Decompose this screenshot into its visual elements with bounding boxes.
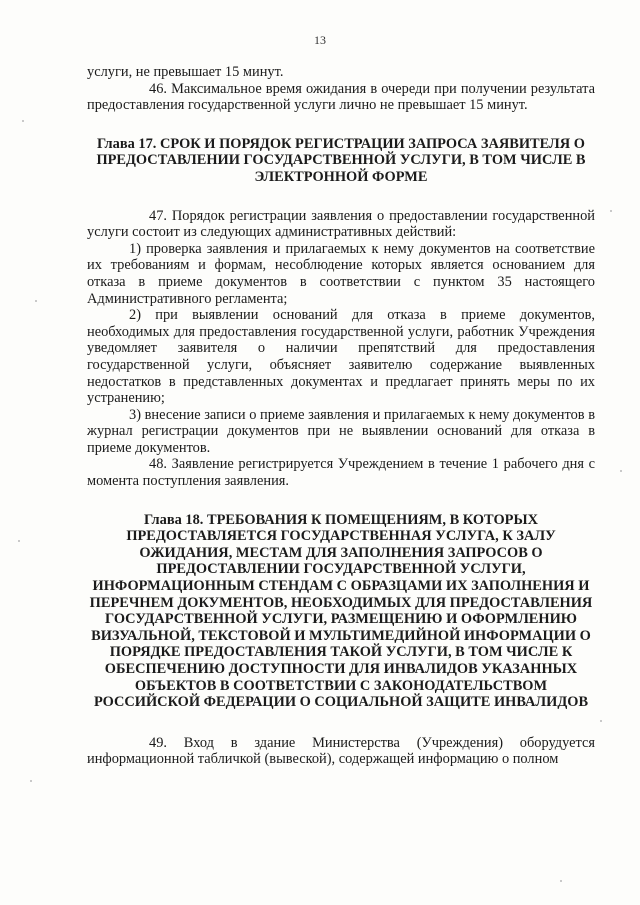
paragraph-47: 47. Порядок регистрации заявления о предоставлении государственной услуги состоит из следующих административных действий: xyxy=(87,207,595,241)
paragraph-47-item-2: 2) при выявлении оснований для отказа в приеме документов, необходимых для предоставления государственной услуги, работник Учреждения уведомляет заявителя о наличии препятствий для предоставления государственной услуги, объясняет заявителю содержание выявленных недостатков в представленных документах и предлагает принять меры по их устранению; xyxy=(87,307,595,407)
page-number: 13 xyxy=(314,33,326,47)
chapter-18-heading: Глава 18. ТРЕБОВАНИЯ К ПОМЕЩЕНИЯМ, В КОТОРЫХ ПРЕДОСТАВЛЯЕТСЯ ГОСУДАРСТВЕННАЯ УСЛУГА, К ЗАЛУ ОЖИДАНИЯ, МЕСТАМ ДЛЯ ЗАПОЛНЕНИЯ ЗАПРОСОВ О ПРЕДОСТАВЛЕНИИ ГОСУДАРСТВЕННОЙ УСЛУГИ, ИНФОРМАЦИОННЫМ СТЕНДАМ С ОБРАЗЦАМИ ИХ ЗАПОЛНЕНИЯ И ПЕРЕЧНЕМ ДОКУМЕНТОВ, НЕОБХОДИМЫХ ДЛЯ ПРЕДОСТАВЛЕНИЯ ГОСУДАРСТВЕННОЙ УСЛУГИ, РАЗМЕЩЕНИЮ И ОФОРМЛЕНИЮ ВИЗУАЛЬНОЙ, ТЕКСТОВОЙ И МУЛЬТИМЕДИЙНОЙ ИНФОРМАЦИИ О ПОРЯДКЕ ПРЕДОСТАВЛЕНИЯ ТАКОЙ УСЛУГИ, В ТОМ ЧИСЛЕ К ОБЕСПЕЧЕНИЮ ДОСТУПНОСТИ ДЛЯ ИНВАЛИДОВ УКАЗАННЫХ ОБЪЕКТОВ В СООТВЕТСТВИИ С ЗАКОНОДАТЕЛЬСТВОМ РОССИЙСКОЙ ФЕДЕРАЦИИ О СОЦИАЛЬНОЙ ЗАЩИТЕ ИНВАЛИДОВ xyxy=(89,511,593,711)
paragraph-48: 48. Заявление регистрируется Учреждением в течение 1 рабочего дня с момента поступления заявления. xyxy=(87,456,595,490)
chapter-17-heading: Глава 17. СРОК И ПОРЯДОК РЕГИСТРАЦИИ ЗАПРОСА ЗАЯВИТЕЛЯ О ПРЕДОСТАВЛЕНИИ ГОСУДАРСТВЕННОЙ УСЛУГИ, В ТОМ ЧИСЛЕ В ЭЛЕКТРОННОЙ ФОРМЕ xyxy=(96,135,586,185)
paragraph-continuation: услуги, не превышает 15 минут. xyxy=(87,64,284,80)
paragraph-47-item-1: 1) проверка заявления и прилагаемых к нему документов на соответствие их требованиям и формам, несоблюдение которых является основанием для отказа в приеме документов в соответствии с пунктом 35 настоящего Административного регламента; xyxy=(87,240,595,307)
paragraph-46: 46. Максимальное время ожидания в очереди при получении результата предоставления государственной услуги лично не превышает 15 минут. xyxy=(87,80,595,114)
document-body xyxy=(87,64,595,768)
paragraph-47-item-3: 3) внесение записи о приеме заявления и прилагаемых к нему документов в журнал регистрации документов при не выявлении оснований для отказа в приеме документов. xyxy=(87,406,595,456)
paragraph-49: 49. Вход в здание Министерства (Учреждения) оборудуется информационной табличкой (вывеской), содержащей информацию о полном xyxy=(87,734,595,768)
